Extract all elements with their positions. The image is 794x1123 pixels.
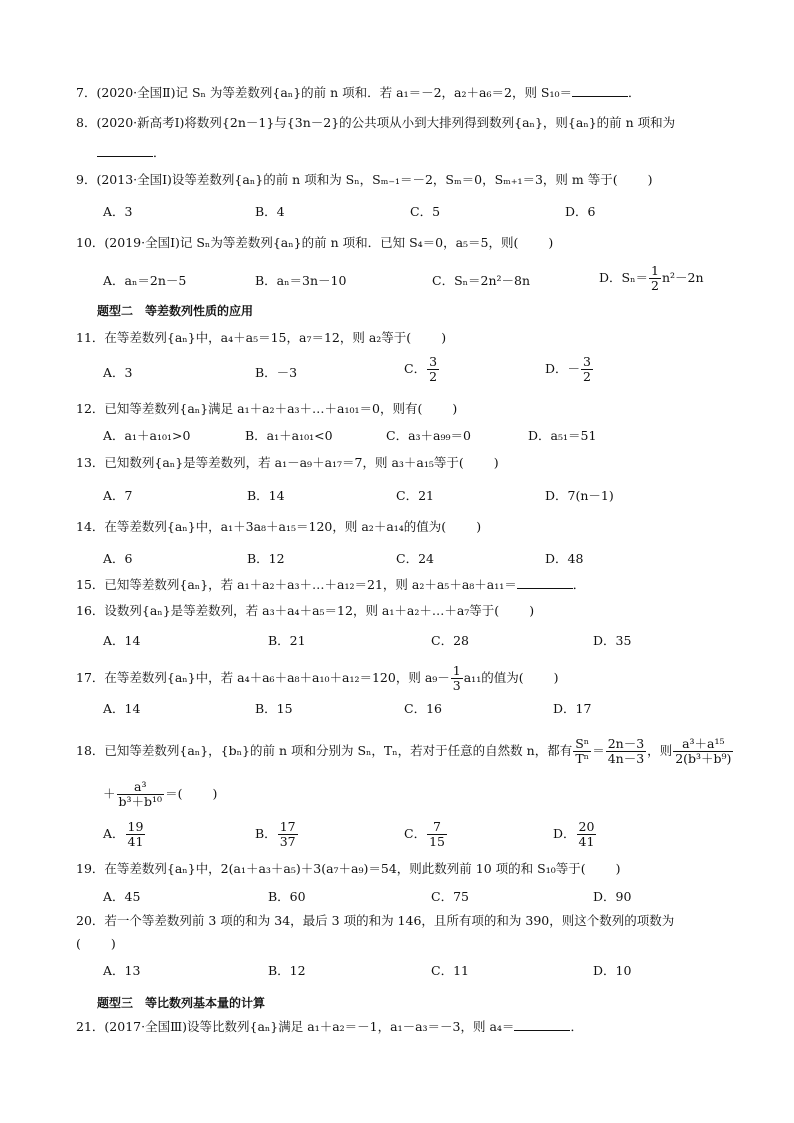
q16-option-c[interactable]: C．28 bbox=[431, 633, 469, 648]
question-21: 21．(2017·全国Ⅲ)设等比数列{aₙ}满足 a₁＋a₂＝－1，a₁－a₃＝－3，则 a₄＝ ． bbox=[76, 1019, 583, 1034]
q13-option-a[interactable]: A．7 bbox=[103, 488, 133, 503]
q10-option-b[interactable]: B．aₙ＝3n－10 bbox=[255, 273, 347, 288]
q11-option-c[interactable]: C． $\frac{3}{2}$ bbox=[404, 354, 438, 384]
fraction: $\frac{\text{a³＋a¹⁵}}{\text{2(b³＋b⁹)}}$ bbox=[675, 736, 732, 766]
fraction: $\frac{\text{a³}}{\text{b³＋b¹⁰}}$ bbox=[118, 779, 163, 809]
q16-option-b[interactable]: B．21 bbox=[268, 633, 306, 648]
q13-option-b[interactable]: B．14 bbox=[247, 488, 285, 503]
fraction: $\frac{17}{37}$ bbox=[279, 819, 296, 849]
q19-option-c[interactable]: C．75 bbox=[431, 889, 469, 904]
q17-option-d[interactable]: D．17 bbox=[553, 701, 592, 716]
q11-option-d[interactable]: D．－ $\frac{3}{2}$ bbox=[545, 354, 591, 384]
q9-option-b[interactable]: B．4 bbox=[255, 204, 285, 219]
section-heading-3: 题型三 等比数列基本量的计算 bbox=[97, 996, 266, 1010]
q13-option-d[interactable]: D．7(n－1) bbox=[545, 488, 614, 503]
question-12: 12．已知等差数列{aₙ}满足 a₁＋a₂＋a₃＋…＋a₁₀₁＝0，则有( ) bbox=[76, 401, 458, 416]
fraction: $\frac{19}{41}$ bbox=[127, 819, 144, 849]
question-20-paren: ( ) bbox=[76, 936, 116, 951]
q14-option-c[interactable]: C．24 bbox=[396, 551, 434, 566]
fraction: $\frac{3}{2}$ bbox=[583, 354, 591, 384]
q14-option-d[interactable]: D．48 bbox=[545, 551, 584, 566]
q20-option-a[interactable]: A．13 bbox=[103, 963, 141, 978]
q9-option-d[interactable]: D．6 bbox=[565, 204, 596, 219]
question-18: 18．已知等差数列{aₙ}，{bₙ}的前 n 项和分别为 Sₙ，Tₙ，若对于任意的自然数 n，都有 $\frac{\text{Sⁿ}}{\text{Tⁿ}}$ ＝ $\frac{2n-3}{4n-3}$ ，则 $\frac{\text{a³＋a¹⁵}}{\text{2(b³＋b⁹)}}$ bbox=[76, 736, 732, 766]
question-9: 9．(2013·全国Ⅰ)设等差数列{aₙ}的前 n 项和为 Sₙ，Sₘ₋₁＝－2，Sₘ＝0，Sₘ₊₁＝3，则 m 等于( ) bbox=[76, 172, 653, 187]
section-heading-2: 题型二 等差数列性质的应用 bbox=[97, 304, 254, 318]
q20-option-c[interactable]: C．11 bbox=[431, 963, 469, 978]
fraction: $\frac{1}{2}$ bbox=[651, 263, 659, 293]
q20-option-d[interactable]: D．10 bbox=[593, 963, 632, 978]
q13-option-c[interactable]: C．21 bbox=[396, 488, 434, 503]
question-8-blank-line: ． bbox=[97, 144, 166, 162]
q12-option-d[interactable]: D．a₅₁＝51 bbox=[528, 428, 597, 443]
q14-option-a[interactable]: A．6 bbox=[103, 551, 133, 566]
answer-blank[interactable] bbox=[517, 576, 573, 589]
answer-blank[interactable] bbox=[97, 144, 153, 157]
q18-option-d[interactable]: D． $\frac{20}{41}$ bbox=[553, 819, 595, 849]
q20-option-b[interactable]: B．12 bbox=[268, 963, 306, 978]
fraction: $\frac{1}{3}$ bbox=[452, 663, 461, 693]
question-15: 15．已知等差数列{aₙ}，若 a₁＋a₂＋a₃＋…＋a₁₂＝21，则 a₂＋a₅＋a₈＋a₁₁＝ ． bbox=[76, 577, 586, 592]
q10-option-a[interactable]: A．aₙ＝2n－5 bbox=[103, 273, 187, 288]
question-14: 14．在等差数列{aₙ}中，a₁＋3a₈＋a₁₅＝120，则 a₂＋a₁₄的值为( ) bbox=[76, 519, 482, 534]
answer-blank[interactable] bbox=[572, 84, 628, 97]
q12-option-c[interactable]: C．a₃＋a₉₉＝0 bbox=[386, 428, 471, 443]
q19-option-d[interactable]: D．90 bbox=[593, 889, 632, 904]
fraction: $\frac{3}{2}$ bbox=[429, 354, 438, 384]
q17-option-a[interactable]: A．14 bbox=[103, 701, 141, 716]
question-20: 20．若一个等差数列前 3 项的和为 34，最后 3 项的和为 146，且所有项的和为 390，则这个数列的项数为 bbox=[76, 913, 675, 928]
q9-option-c[interactable]: C．5 bbox=[410, 204, 441, 219]
question-16: 16．设数列{aₙ}是等差数列，若 a₃＋a₄＋a₅＝12，则 a₁＋a₂＋…＋a₇等于( ) bbox=[76, 603, 535, 618]
q18-option-c[interactable]: C． $\frac{7}{15}$ bbox=[404, 819, 445, 849]
q16-option-d[interactable]: D．35 bbox=[593, 633, 632, 648]
q18-option-b[interactable]: B． $\frac{17}{37}$ bbox=[255, 819, 296, 849]
question-10: 10．(2019·全国Ⅰ)记 Sₙ为等差数列{aₙ}的前 n 项和．已知 S₄＝0，a₅＝5，则( ) bbox=[76, 235, 554, 250]
q17-option-c[interactable]: C．16 bbox=[404, 701, 442, 716]
q9-option-a[interactable]: A．3 bbox=[103, 204, 133, 219]
fraction: $\frac{7}{15}$ bbox=[429, 819, 445, 849]
question-8: 8．(2020·新高考Ⅰ)将数列{2n－1}与{3n－2}的公共项从小到大排列得到数列{aₙ}，则{aₙ}的前 n 项和为 bbox=[76, 115, 676, 130]
q12-option-a[interactable]: A．a₁＋a₁₀₁>0 bbox=[103, 428, 191, 443]
q11-option-b[interactable]: B．－3 bbox=[255, 365, 298, 380]
q16-option-a[interactable]: A．14 bbox=[103, 633, 141, 648]
q12-option-b[interactable]: B．a₁＋a₁₀₁<0 bbox=[245, 428, 333, 443]
q19-option-a[interactable]: A．45 bbox=[103, 889, 141, 904]
q10-option-c[interactable]: C．Sₙ＝2n²－8n bbox=[432, 273, 531, 288]
question-13: 13．已知数列{aₙ}是等差数列，若 a₁－a₉＋a₁₇＝7，则 a₃＋a₁₅等于( ) bbox=[76, 455, 499, 470]
q17-option-b[interactable]: B．15 bbox=[255, 701, 293, 716]
question-19: 19．在等差数列{aₙ}中，2(a₁＋a₃＋a₅)＋3(a₇＋a₉)＝54，则此数列前 10 项的和 S₁₀等于( ) bbox=[76, 861, 621, 876]
answer-blank[interactable] bbox=[514, 1018, 570, 1031]
fraction: $\frac{2n-3}{4n-3}$ bbox=[607, 736, 645, 766]
fraction: $\frac{20}{41}$ bbox=[578, 819, 595, 849]
q10-option-d[interactable]: D．Sₙ＝ $\frac{1}{2}$ n²－2n bbox=[599, 263, 704, 293]
question-7: 7．(2020·全国Ⅱ)记 Sₙ 为等差数列{aₙ}的前 n 项和．若 a₁＝－2，a₂＋a₆＝2，则 S₁₀＝ ． bbox=[76, 85, 641, 100]
q18-option-a[interactable]: A． $\frac{19}{41}$ bbox=[103, 819, 144, 849]
fraction: $\frac{\text{Sⁿ}}{\text{Tⁿ}}$ bbox=[575, 736, 590, 766]
q11-option-a[interactable]: A．3 bbox=[103, 365, 133, 380]
question-18-continued: ＋ $\frac{\text{a³}}{\text{b³＋b¹⁰}}$ ＝( ) bbox=[103, 779, 218, 809]
question-11: 11．在等差数列{aₙ}中，a₄＋a₅＝15，a₇＝12，则 a₂等于( ) bbox=[76, 330, 447, 345]
question-17: 17．在等差数列{aₙ}中，若 a₄＋a₆＋a₈＋a₁₀＋a₁₂＝120，则 a₉－ $\frac{1}{3}$ a₁₁的值为( ) bbox=[76, 663, 559, 693]
q19-option-b[interactable]: B．60 bbox=[268, 889, 306, 904]
q14-option-b[interactable]: B．12 bbox=[247, 551, 285, 566]
